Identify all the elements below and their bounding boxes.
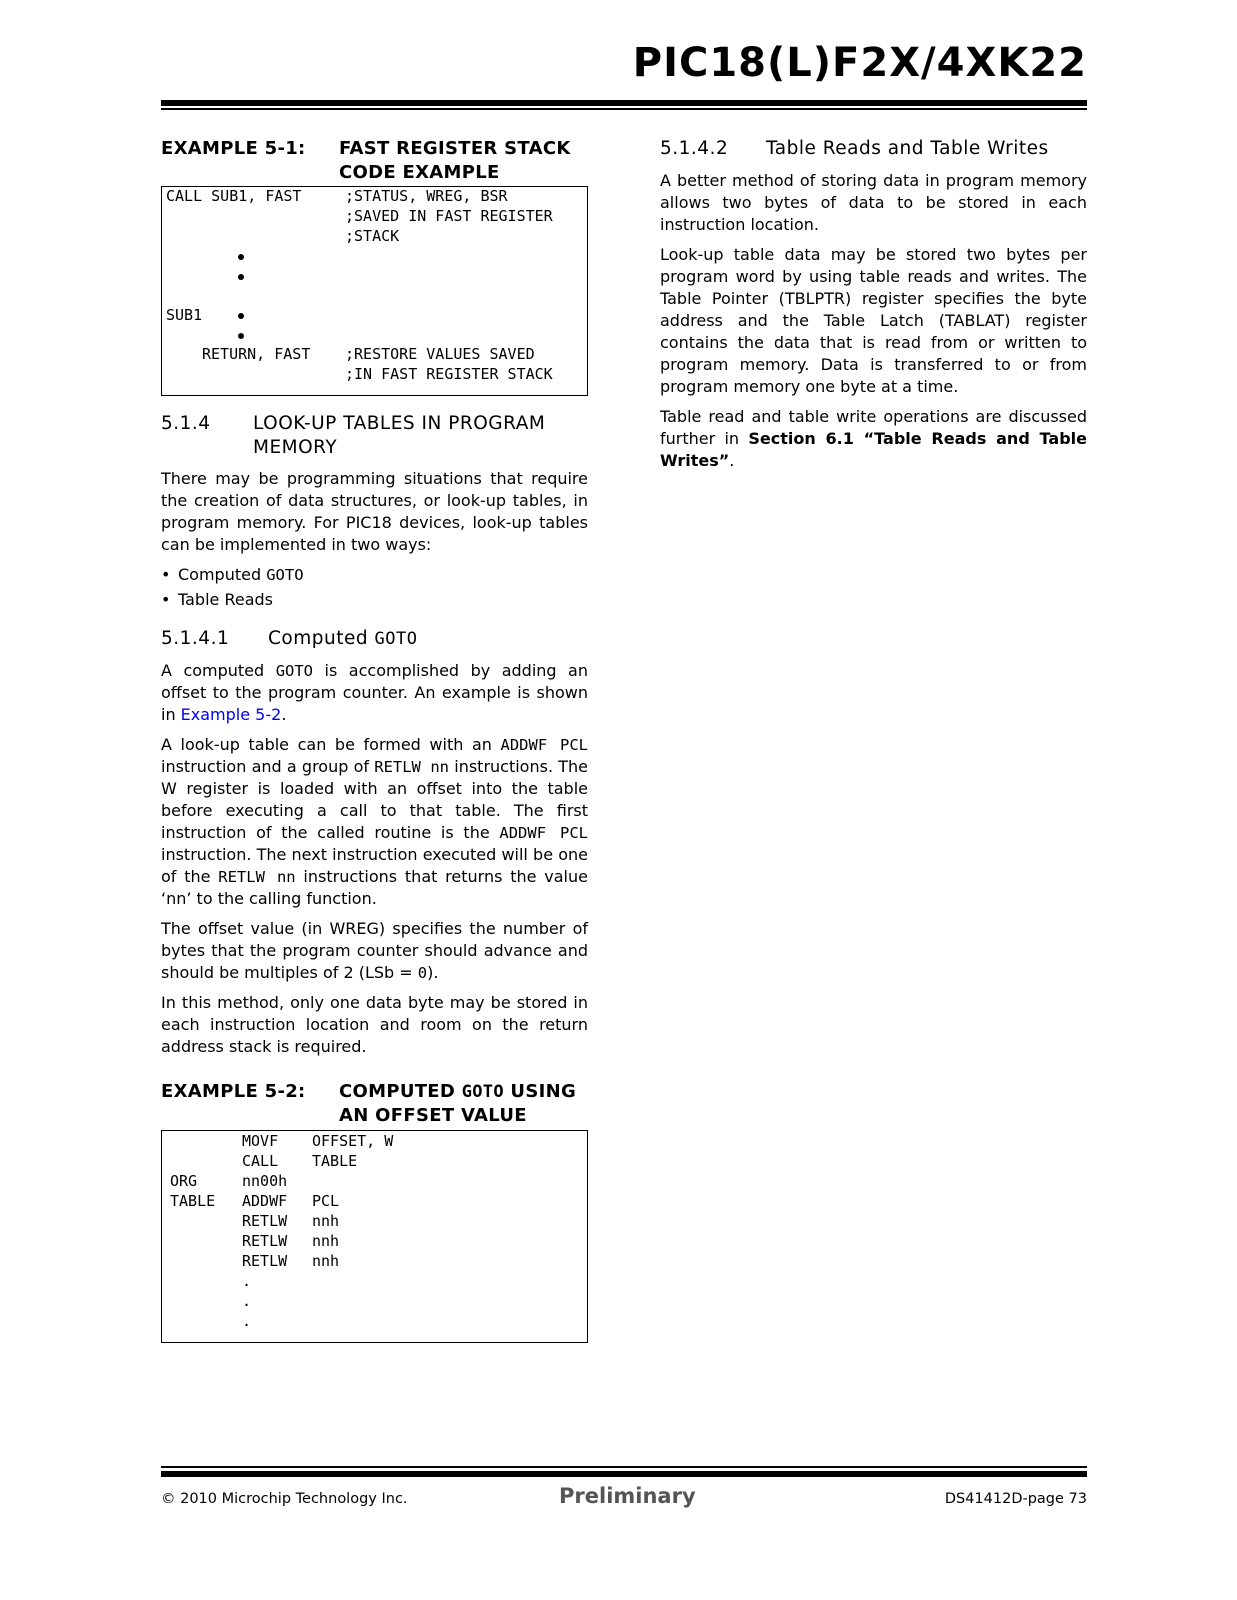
paragraph: A better method of storing data in program memory allows two bytes of data to be stored in each instruction location. <box>660 171 1087 234</box>
section-number: 5.1.4.2 <box>660 138 729 159</box>
code-comment: ;RESTORE VALUES SAVED <box>345 345 535 363</box>
code-label: ORG <box>170 1172 198 1190</box>
footer-page-number: DS41412D-page 73 <box>944 1491 1087 1507</box>
code-op: ADDWF <box>242 1192 288 1210</box>
code-comment: ;STATUS, WREG, BSR <box>345 187 508 205</box>
footer-rule-thick <box>161 1471 1087 1477</box>
section-5-1-4-2-heading <box>660 137 1087 161</box>
ellipsis-dot <box>238 333 244 339</box>
code-label: SUB1 <box>166 306 203 324</box>
header-rule-thick <box>161 100 1087 106</box>
example-5-2-heading <box>161 1080 588 1128</box>
code-op: RETLW <box>242 1232 288 1250</box>
paragraph: A computed GOTO is accomplished by adding an offset to the program counter. An example is shown in Example 5-2. <box>161 661 589 724</box>
paragraph: In this method, only one data byte may be stored in each instruction location and room on the return address stack is required. <box>161 993 588 1056</box>
bullet-list <box>161 564 588 611</box>
example-5-1-code <box>161 186 588 396</box>
paragraph: Look-up table data may be stored two bytes per program word by using table reads and writes. The Table Pointer (TBLPTR) register specifies the byte address and the Table Latch (TABLAT) register contains the data that is read from or written to program memory. Data is transferred to or from program memory one byte at a time. <box>660 245 1087 396</box>
code-arg: TABLE <box>312 1152 358 1170</box>
section-5-1-4-heading <box>161 412 588 460</box>
code-arg: nnh <box>312 1232 340 1250</box>
section-5-1-4-1-heading <box>161 627 588 651</box>
example-title: COMPUTED GOTO USING AN OFFSET VALUE <box>339 1081 577 1126</box>
paragraph: The offset value (in WREG) specifies the number of bytes that the program counter should advance and should be multiples of 2 (LSb = 0). <box>161 919 588 982</box>
section-number: 5.1.4 <box>161 413 211 434</box>
code-op: nn00h <box>242 1172 288 1190</box>
paragraph: A look-up table can be formed with an ADDWF PCL instruction and a group of RETLW nn instructions. The W register is loaded with an offset into the table before executing a call to that table. The first instruction of the called routine is the ADDWF PCL instruction. The next instruction executed will be one of the RETLW nn instructions that returns the value ‘nn’ to the calling function. <box>161 735 588 908</box>
ellipsis-dot <box>238 313 244 319</box>
example-label: EXAMPLE 5-2: <box>161 1081 306 1102</box>
paragraph: Table read and table write operations are discussed further in Section 6.1 “Table Reads and Table Writes”. <box>660 407 1087 470</box>
footer-rule-thin <box>161 1466 1087 1468</box>
section-number: 5.1.4.1 <box>161 628 230 649</box>
section-6-1-reference[interactable]: Section 6.1 “Table Reads and Table Writes” <box>660 429 1087 470</box>
section-title: LOOK-UP TABLES IN PROGRAM MEMORY <box>253 413 546 458</box>
code-op: . <box>242 1312 252 1330</box>
code-comment: ;STACK <box>345 227 400 245</box>
example-label: EXAMPLE 5-1: <box>161 138 306 159</box>
code-op: RETLW <box>242 1252 288 1270</box>
code-line: RETURN, FAST <box>202 345 311 363</box>
section-title: Computed GOTO <box>268 628 418 649</box>
section-title: Table Reads and Table Writes <box>766 138 1049 159</box>
code-comment: ;IN FAST REGISTER STACK <box>345 365 553 383</box>
ellipsis-dot <box>238 274 244 280</box>
code-comment: ;SAVED IN FAST REGISTER <box>345 207 553 225</box>
example-5-2-link[interactable]: Example 5-2 <box>180 705 282 724</box>
code-arg: OFFSET, W <box>312 1132 394 1150</box>
right-column <box>660 137 1087 472</box>
header-rule-thin <box>161 108 1087 110</box>
ellipsis-dot <box>238 254 244 260</box>
code-op: . <box>242 1272 252 1290</box>
code-arg: nnh <box>312 1212 340 1230</box>
code-op: MOVF <box>242 1132 279 1150</box>
example-5-2-code <box>161 1130 588 1343</box>
document-title: PIC18(L)F2X/4XK22 <box>632 40 1087 86</box>
code-arg: PCL <box>312 1192 340 1210</box>
code-arg: nnh <box>312 1252 340 1270</box>
left-column <box>161 137 588 1343</box>
code-label: TABLE <box>170 1192 216 1210</box>
footer-status: Preliminary <box>559 1484 696 1508</box>
code-op: CALL <box>242 1152 279 1170</box>
example-5-1-heading <box>161 137 588 185</box>
code-op: RETLW <box>242 1212 288 1230</box>
footer-copyright: © 2010 Microchip Technology Inc. <box>161 1491 408 1507</box>
code-op: . <box>242 1292 252 1310</box>
paragraph: There may be programming situations that require the creation of data structures, or look-up tables, in program memory. For PIC18 devices, look-up tables can be implemented in two ways: <box>161 469 588 554</box>
example-title: FAST REGISTER STACK CODE EXAMPLE <box>339 138 571 183</box>
code-line: CALL SUB1, FAST <box>166 187 302 205</box>
list-item: • Table Reads <box>161 589 588 611</box>
list-item: • Computed GOTO <box>161 564 588 586</box>
